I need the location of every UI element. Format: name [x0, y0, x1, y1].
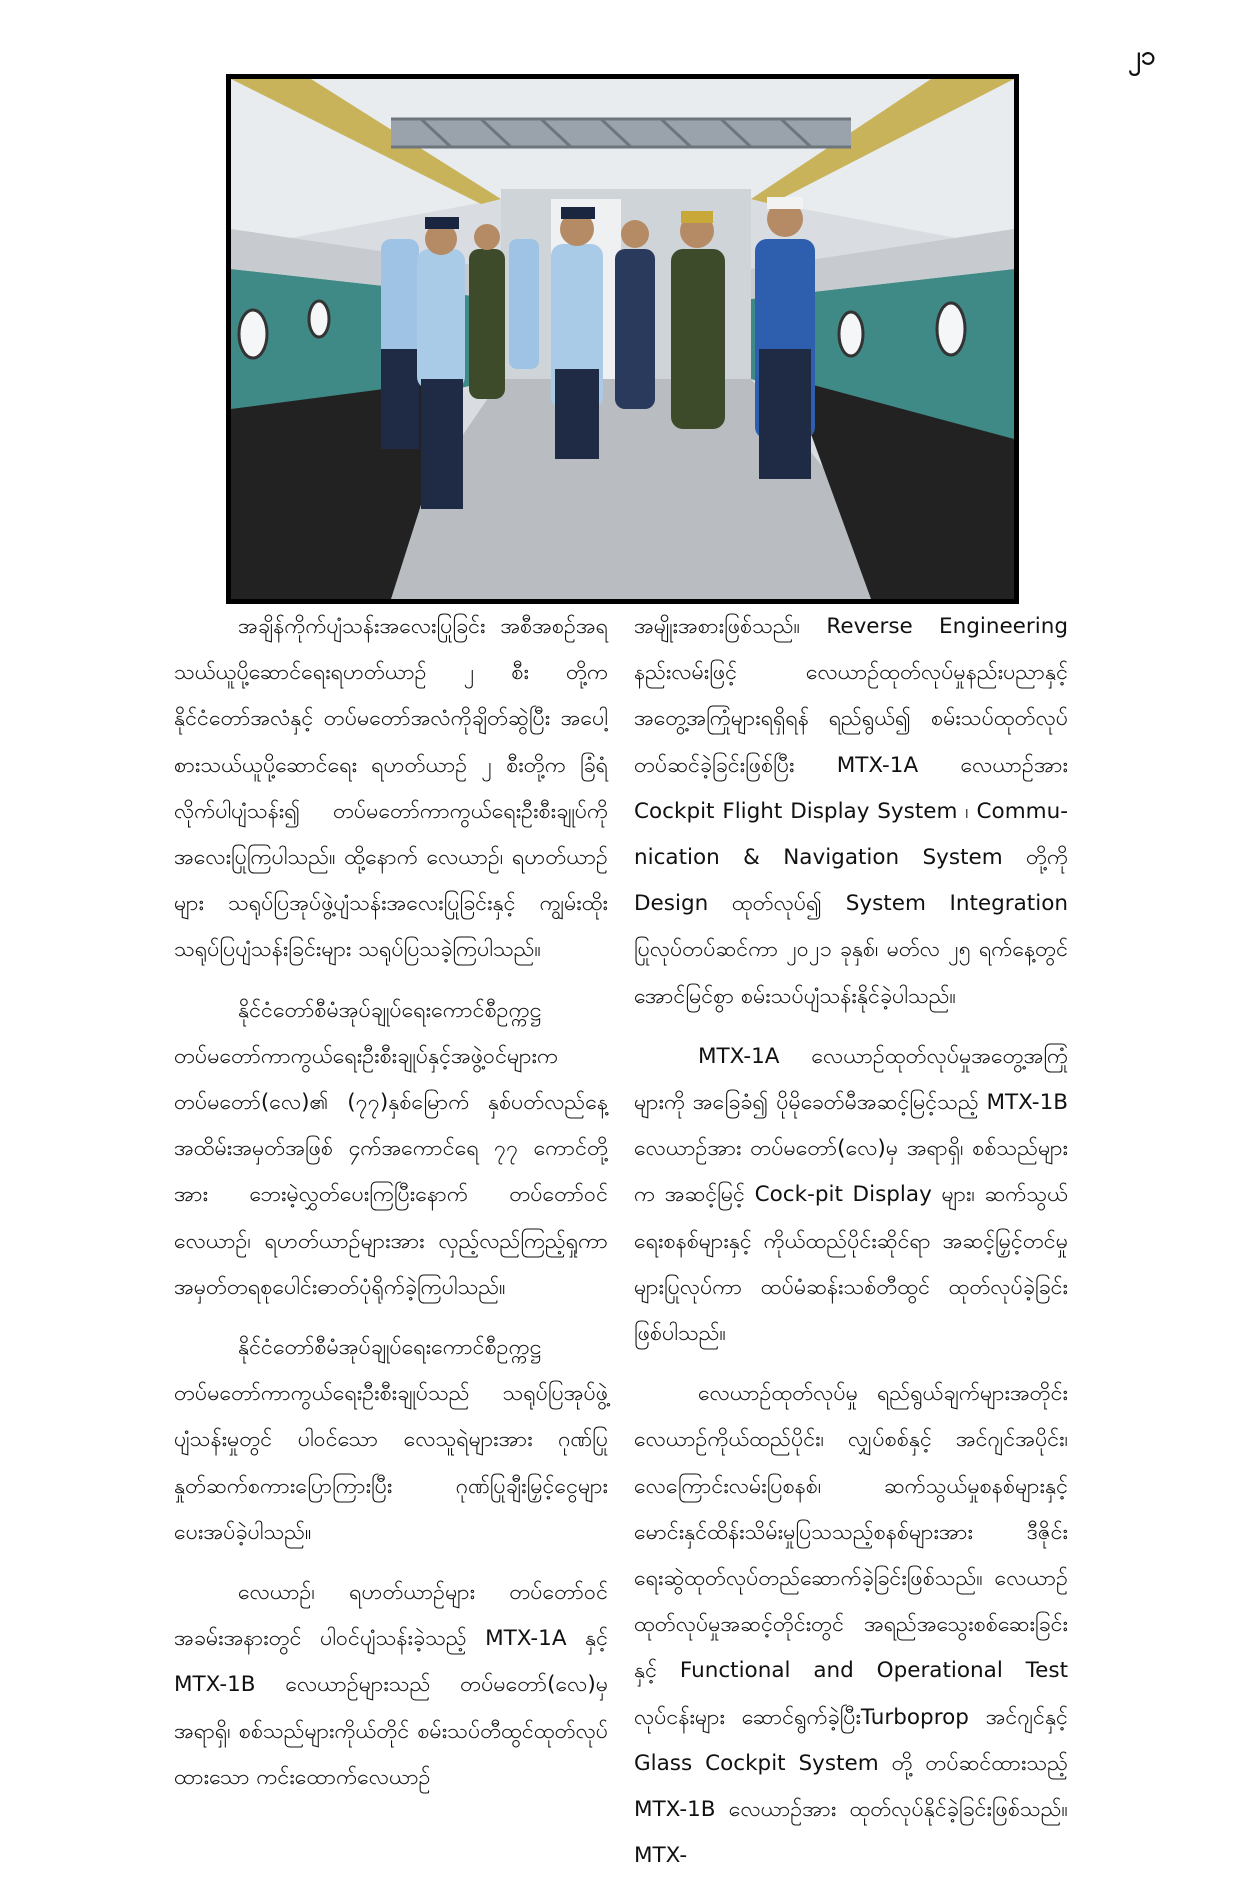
- paragraph: အမျိုးအစားဖြစ်သည်။ Reverse Engineering နည်းလမ်းဖြင့် လေယာဉ်ထုတ်လုပ်မှုနည်းပညာနှင့် အတွေ့အကြုံများရရှိရန် ရည်ရွယ်၍ စမ်းသပ်ထုတ်လုပ်တပ်ဆင်ခဲ့ခြင်းဖြစ်ပြီး MTX-1A လေယာဉ်အား Cockpit Flight Display System ၊ Commu-nication & Navigation System တို့ကို Design ထုတ်လုပ်၍ System Integration ပြုလုပ်တပ်ဆင်ကာ ၂၀၂၁ ခုနှစ်၊ မတ်လ ၂၅ ရက်နေ့တွင် အောင်မြင်စွာ စမ်းသပ်ပျံသန်းနိုင်ခဲ့ပါသည်။: [634, 614, 1068, 1009]
- paragraph: နိုင်ငံတော်စီမံအုပ်ချုပ်ရေးကောင်စီဥက္ကဋ္ဌ တပ်မတော်ကာကွယ်ရေးဦးစီးချုပ်နှင့်အဖွဲ့ဝင်များက တပ်မတော်(လေ)၏ (၇၇)နှစ်မြောက် နှစ်ပတ်လည်နေ့အထိမ်းအမှတ်အဖြစ် ၄က်အကောင်ရေ ၇၇ ကောင်တို့အား ဘေးမဲ့လွှတ်ပေးကြပြီးနောက် တပ်တော်ဝင် လေယာဉ်၊ ရဟတ်ယာဉ်များအား လှည့်လည်ကြည့်ရှုကာ အမှတ်တရစုပေါင်းဓာတ်ပုံရိုက်ခဲ့ကြပါသည်။: [174, 997, 608, 1300]
- news-photo: [226, 74, 1019, 604]
- paragraph: MTX-1A လေယာဉ်ထုတ်လုပ်မှုအတွေ့အကြုံများကို အခြေခံ၍ ပိုမိုခေတ်မီအဆင့်မြင့်သည့် MTX-1B လေယာဉ်အား တပ်မတော်(လေ)မှ အရာရှိ၊ စစ်သည်များက အဆင့်မြင့် Cock-pit Display များ၊ ဆက်သွယ်ရေးစနစ်များနှင့် ကိုယ်ထည်ပိုင်းဆိုင်ရာ အဆင့်မြှင့်တင်မှုများပြုလုပ်ကာ ထပ်မံဆန်းသစ်တီထွင် ထုတ်လုပ်ခဲ့ခြင်းဖြစ်ပါသည်။: [634, 1043, 1068, 1347]
- left-text-column: [174, 604, 608, 1815]
- aircraft-cabin-photo: [231, 79, 1014, 599]
- paragraph: အချိန်ကိုက်ပျံသန်းအလေးပြုခြင်း အစီအစဉ်အရ သယ်ယူပို့ဆောင်ရေးရဟတ်ယာဉ် ၂ စီး တို့က နိုင်ငံတော်အလံနှင့် တပ်မတော်အလံကိုချိတ်ဆွဲပြီး အပေါ့စားသယ်ယူပို့ဆောင်ရေး ရဟတ်ယာဉ် ၂ စီးတို့က ခြံရံလိုက်ပါပျံသန်း၍ တပ်မတော်ကာကွယ်ရေးဦးစီးချုပ်ကို အလေးပြုကြပါသည်။ ထို့နောက် လေယာဉ်၊ ရဟတ်ယာဉ်များ သရုပ်ပြအုပ်ဖွဲ့ပျံသန်းအလေးပြုခြင်းနှင့် ကျွမ်းထိုးသရုပ်ပြပျံသန်းခြင်းများ သရုပ်ပြသခဲ့ကြပါသည်။: [174, 614, 608, 963]
- paragraph: လေယာဉ်၊ ရဟတ်ယာဉ်များ တပ်တော်ဝင်အခမ်းအနားတွင် ပါဝင်ပျံသန်းခဲ့သည့် MTX-1A နှင့် MTX-1B လေယာဉ်များသည် တပ်မတော်(လေ)မှ အရာရှိ၊ စစ်သည်များကိုယ်တိုင် စမ်းသပ်တီထွင်ထုတ်လုပ်ထားသော ကင်းထောက်လေယာဉ်: [174, 1580, 608, 1790]
- right-text-column: [634, 604, 1068, 1893]
- paragraph: နိုင်ငံတော်စီမံအုပ်ချုပ်ရေးကောင်စီဥက္ကဋ္ဌ တပ်မတော်ကာကွယ်ရေးဦးစီးချုပ်သည် သရုပ်ပြအုပ်ဖွဲ့ပျံသန်းမှုတွင် ပါဝင်သော လေသူရဲများအား ဂုဏ်ပြုနှုတ်ဆက်စကားပြောကြားပြီး ဂုဏ်ပြုချီးမြှင့်ငွေများ ပေးအပ်ခဲ့ပါသည်။: [174, 1335, 608, 1545]
- page-number: ၂၁: [1128, 41, 1156, 71]
- paragraph: လေယာဉ်ထုတ်လုပ်မှု ရည်ရွယ်ချက်များအတိုင်း လေယာဉ်ကိုယ်ထည်ပိုင်း၊ လျှပ်စစ်နှင့် အင်ဂျင်အပိုင်း၊ လေကြောင်းလမ်းပြစနစ်၊ ဆက်သွယ်မှုစနစ်များနှင့် မောင်းနှင်ထိန်းသိမ်းမှုပြသသည့်စနစ်များအား ဒီဇိုင်းရေးဆွဲထုတ်လုပ်တည်ဆောက်ခဲ့ခြင်းဖြစ်သည်။ လေယာဉ်ထုတ်လုပ်မှုအဆင့်တိုင်းတွင် အရည်အသွေးစစ်ဆေးခြင်းနှင့် Functional and Operational Test လုပ်ငန်းများ ဆောင်ရွက်ခဲ့ပြီးTurboprop အင်ဂျင်နှင့် Glass Cockpit System တို့ တပ်ဆင်ထားသည့် MTX-1B လေယာဉ်အား ထုတ်လုပ်နိုင်ခဲ့ခြင်းဖြစ်သည်။ MTX-: [634, 1381, 1068, 1869]
